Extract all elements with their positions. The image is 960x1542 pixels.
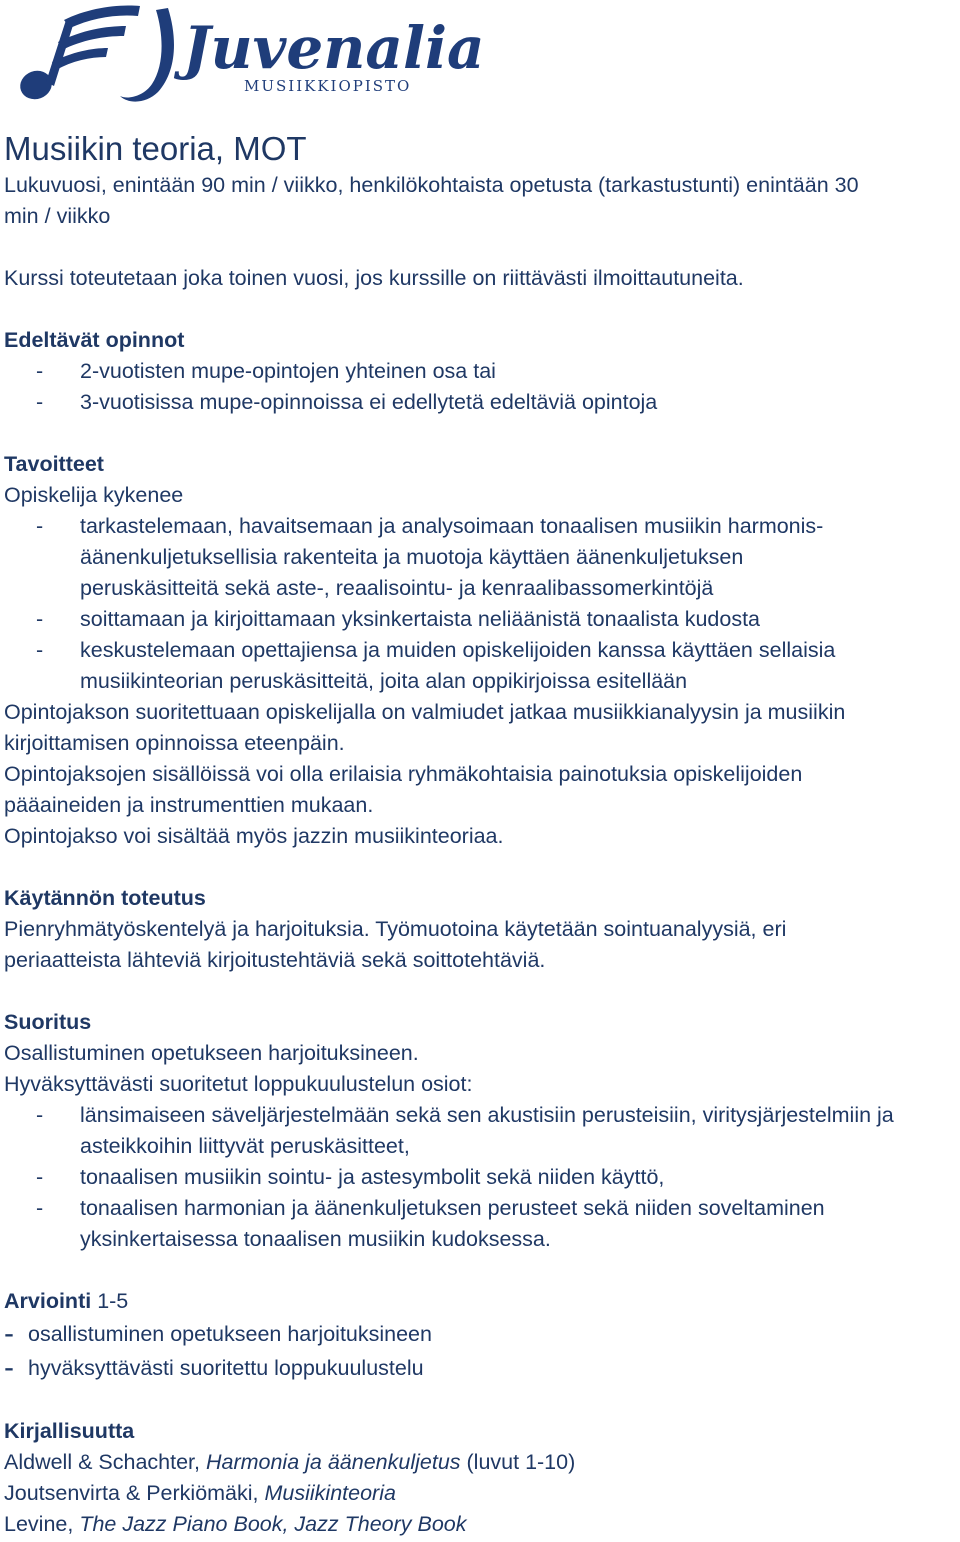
goals-after-2: kirjoittamisen opinnoissa eteenpäin. — [4, 731, 345, 755]
document-body — [4, 128, 956, 1540]
practice-heading: Käytännön toteutus — [4, 886, 206, 910]
goals-after-5: Opintojakso voi sisältää myös jazzin musiikinteoriaa. — [4, 824, 504, 848]
completion-heading: Suoritus — [4, 1010, 92, 1034]
practice-line-1: Pienryhmätyöskentelyä ja harjoituksia. Työmuotoina käytetään sointuanalyysiä, eri — [4, 917, 787, 941]
list-item: - hyväksyttävästi suoritettu loppukuulustelu — [4, 1351, 424, 1384]
prereq-heading: Edeltävät opinnot — [4, 328, 185, 352]
goals-after-1: Opintojakson suoritettuaan opiskelijalla on valmiudet jatkaa musiikkianalyysin ja musiikin — [4, 700, 846, 724]
book-entry: Aldwell & Schachter, Harmonia ja äänenkuljetus (luvut 1-10) — [4, 1450, 576, 1474]
schedule-note: Kurssi toteutetaan joka toinen vuosi, jos kurssille on riittävästi ilmoittautuneita. — [4, 266, 744, 290]
intro-line-2: min / viikko — [4, 204, 111, 228]
list-item: - tarkastelemaan, havaitsemaan ja analysoimaan tonaalisen musiikin harmonis- äänenkuljetuksellisia rakenteita ja muotoja käyttäen äänenkuljetuksen peruskäsitteitä sekä aste-, reaalisointu- ja kenraalibassomerkintöjä — [36, 514, 824, 600]
literature-heading: Kirjallisuutta — [4, 1419, 135, 1443]
grading-heading: Arviointi — [4, 1289, 92, 1313]
list-item: - 3-vuotisissa mupe-opinnoissa ei edellytetä edeltäviä opintoja — [36, 390, 658, 414]
list-item: - tonaalisen musiikin sointu- ja astesymbolit sekä niiden käyttö, — [36, 1165, 665, 1189]
goals-after-4: pääaineiden ja instrumenttien mukaan. — [4, 793, 374, 817]
logo-wordmark: Juvenalia — [183, 14, 485, 82]
completion-line-1: Osallistuminen opetukseen harjoituksineen. — [4, 1041, 419, 1065]
grading-scale: 1-5 — [97, 1289, 129, 1313]
goals-heading: Tavoitteet — [4, 452, 104, 476]
list-item: - tonaalisen harmonian ja äänenkuljetuksen perusteet sekä niiden soveltaminen yksinkertaisessa tonaalisen musiikin kudoksessa. — [36, 1196, 825, 1251]
intro-line-1: Lukuvuosi, enintään 90 min / viikko, henkilökohtaista opetusta (tarkastustunti) enintään 30 — [4, 173, 859, 197]
list-item: - osallistuminen opetukseen harjoituksineen — [4, 1317, 432, 1350]
list-item: - soittamaan ja kirjoittamaan yksinkertaista neliäänistä tonaalista kudosta — [36, 607, 761, 631]
list-item: - 2-vuotisten mupe-opintojen yhteinen osa tai — [36, 359, 496, 383]
goals-lead: Opiskelija kykenee — [4, 483, 184, 507]
completion-line-2: Hyväksyttävästi suoritetut loppukuulustelun osiot: — [4, 1072, 473, 1096]
list-item: - keskustelemaan opettajiensa ja muiden opiskelijoiden kanssa käyttäen sellaisia musiikinteorian peruskäsitteitä, joita alan oppikirjoissa esitellään — [36, 638, 836, 693]
practice-line-2: periaatteista lähteviä kirjoitustehtäviä sekä soittotehtäviä. — [4, 948, 546, 972]
book-entry: Levine, The Jazz Piano Book, Jazz Theory Book — [4, 1512, 467, 1536]
juvenalia-logo — [8, 0, 488, 110]
grading-heading-line — [4, 1286, 956, 1317]
goals-after-3: Opintojaksojen sisällöissä voi olla erilaisia ryhmäkohtaisia painotuksia opiskelijoiden — [4, 762, 803, 786]
book-entry: Joutsenvirta & Perkiömäki, Musiikinteoria — [4, 1481, 396, 1505]
list-item: - länsimaiseen säveljärjestelmään sekä sen akustisiin perusteisiin, viritysjärjestelmiin ja asteikkoihin liittyvät peruskäsitteet, — [36, 1103, 894, 1158]
page-title: Musiikin teoria, MOT — [4, 130, 307, 167]
logo-subtitle: MUSIIKKIOPISTO — [244, 77, 412, 95]
